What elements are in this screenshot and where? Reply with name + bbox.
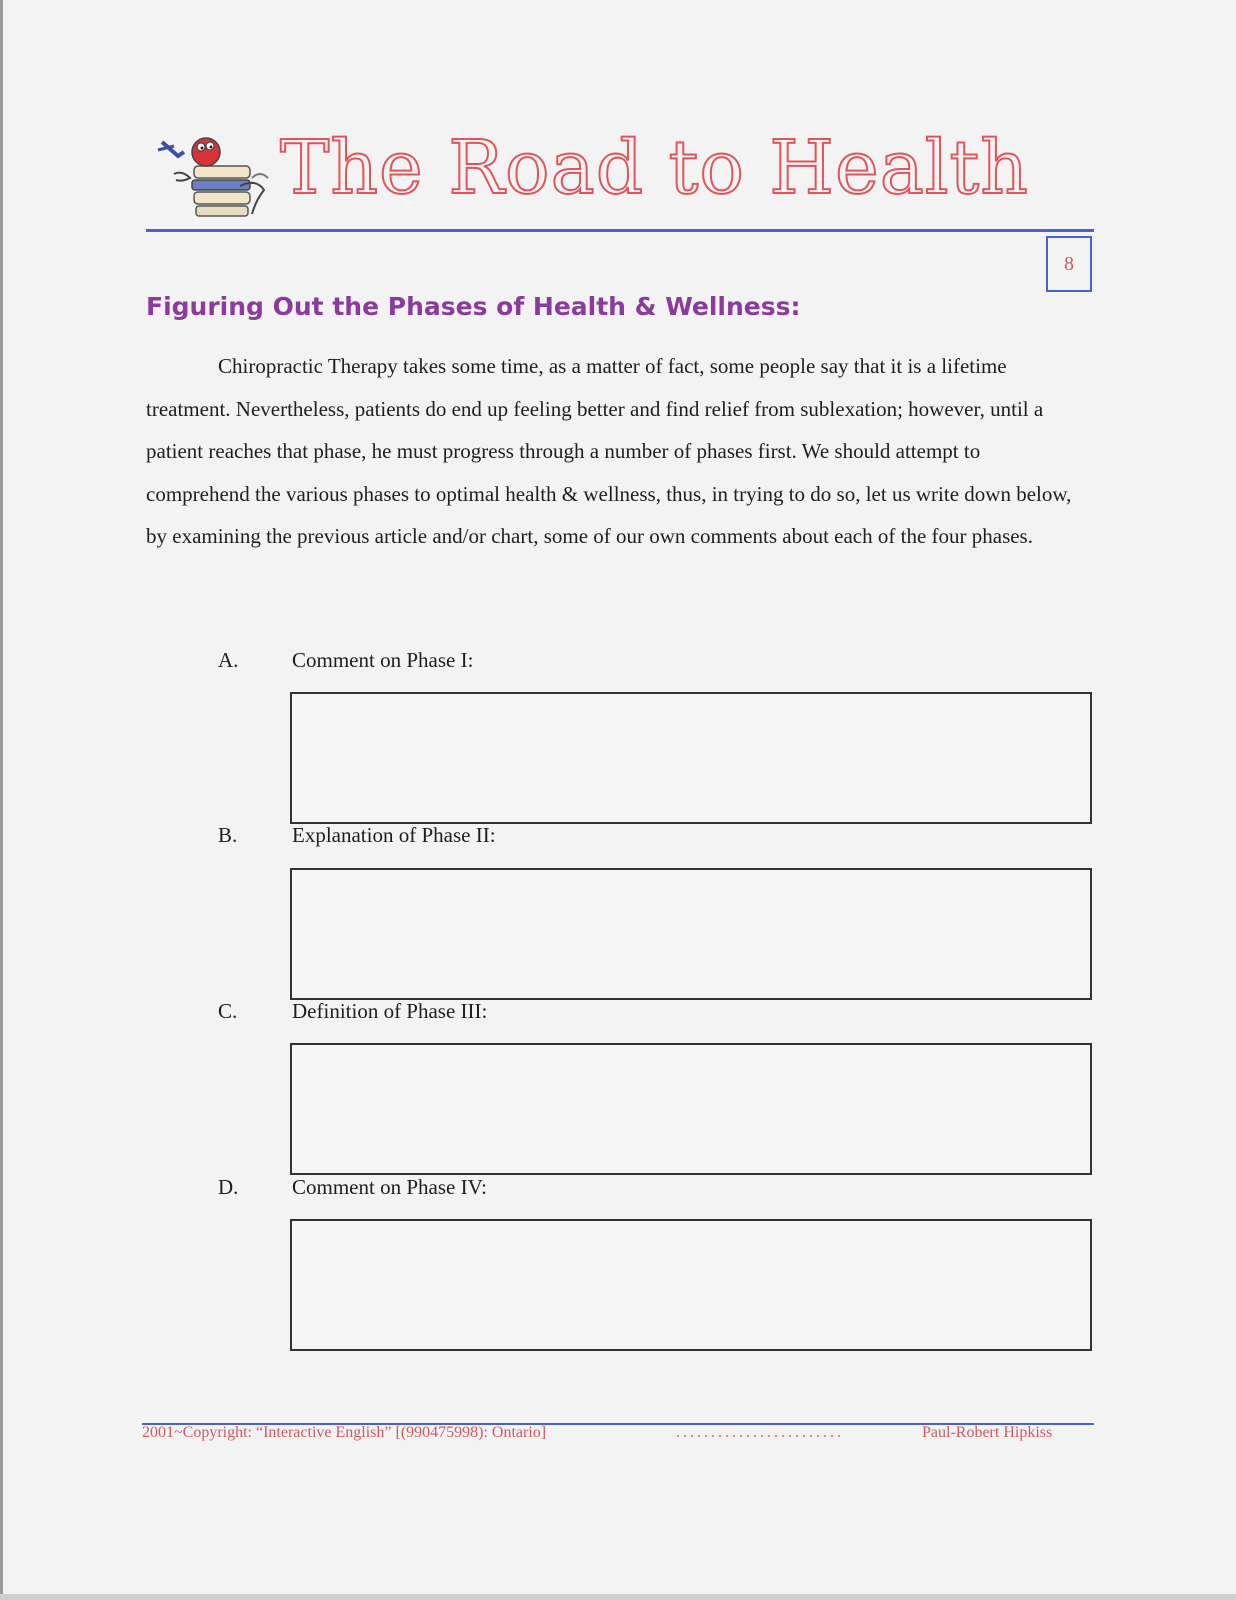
answer-box-phase-2[interactable] — [290, 868, 1092, 1000]
section-heading: Figuring Out the Phases of Health & Wellness: — [146, 292, 801, 321]
document-title: The Road to Health — [280, 125, 1029, 211]
question-letter: C. — [218, 999, 238, 1023]
footer-copyright: 2001~Copyright: “Interactive English” [(990475998): Ontario] — [142, 1424, 547, 1441]
page-number: 8 — [1046, 236, 1092, 292]
answer-box-phase-4[interactable] — [290, 1219, 1092, 1351]
spine-cartoon-icon — [156, 130, 276, 226]
footer-author: Paul-Robert Hipkiss — [922, 1424, 1053, 1441]
question-letter: B. — [218, 823, 238, 847]
question-letter: A. — [218, 648, 239, 672]
question-label: Definition of Phase III: — [292, 999, 488, 1023]
question-label: Comment on Phase IV: — [292, 1175, 488, 1199]
question-label: Explanation of Phase II: — [292, 823, 496, 847]
answer-box-phase-1[interactable] — [290, 692, 1092, 824]
intro-paragraph: Chiropractic Therapy takes some time, as a matter of fact, some people say that it is a lifetime treatment. Nevertheless, patients do end up feeling better and find relief from sublexation; however, until a patient reaches that phase, he must progress through a number of phases first. We should attempt to comprehend the various phases to optimal health & wellness, thus, in trying to do so, let us write down below, by examining the previous article and/or chart, some of our own comments about each of the four phases. — [146, 354, 1072, 548]
page-edge — [0, 0, 3, 1600]
page-edge-bottom — [0, 1594, 1236, 1600]
answer-box-phase-3[interactable] — [290, 1043, 1092, 1175]
footer-leader-dots: ........................ — [676, 1424, 844, 1441]
question-letter: D. — [218, 1175, 239, 1199]
header-rule — [146, 229, 1094, 232]
question-label: Comment on Phase I: — [292, 648, 474, 672]
